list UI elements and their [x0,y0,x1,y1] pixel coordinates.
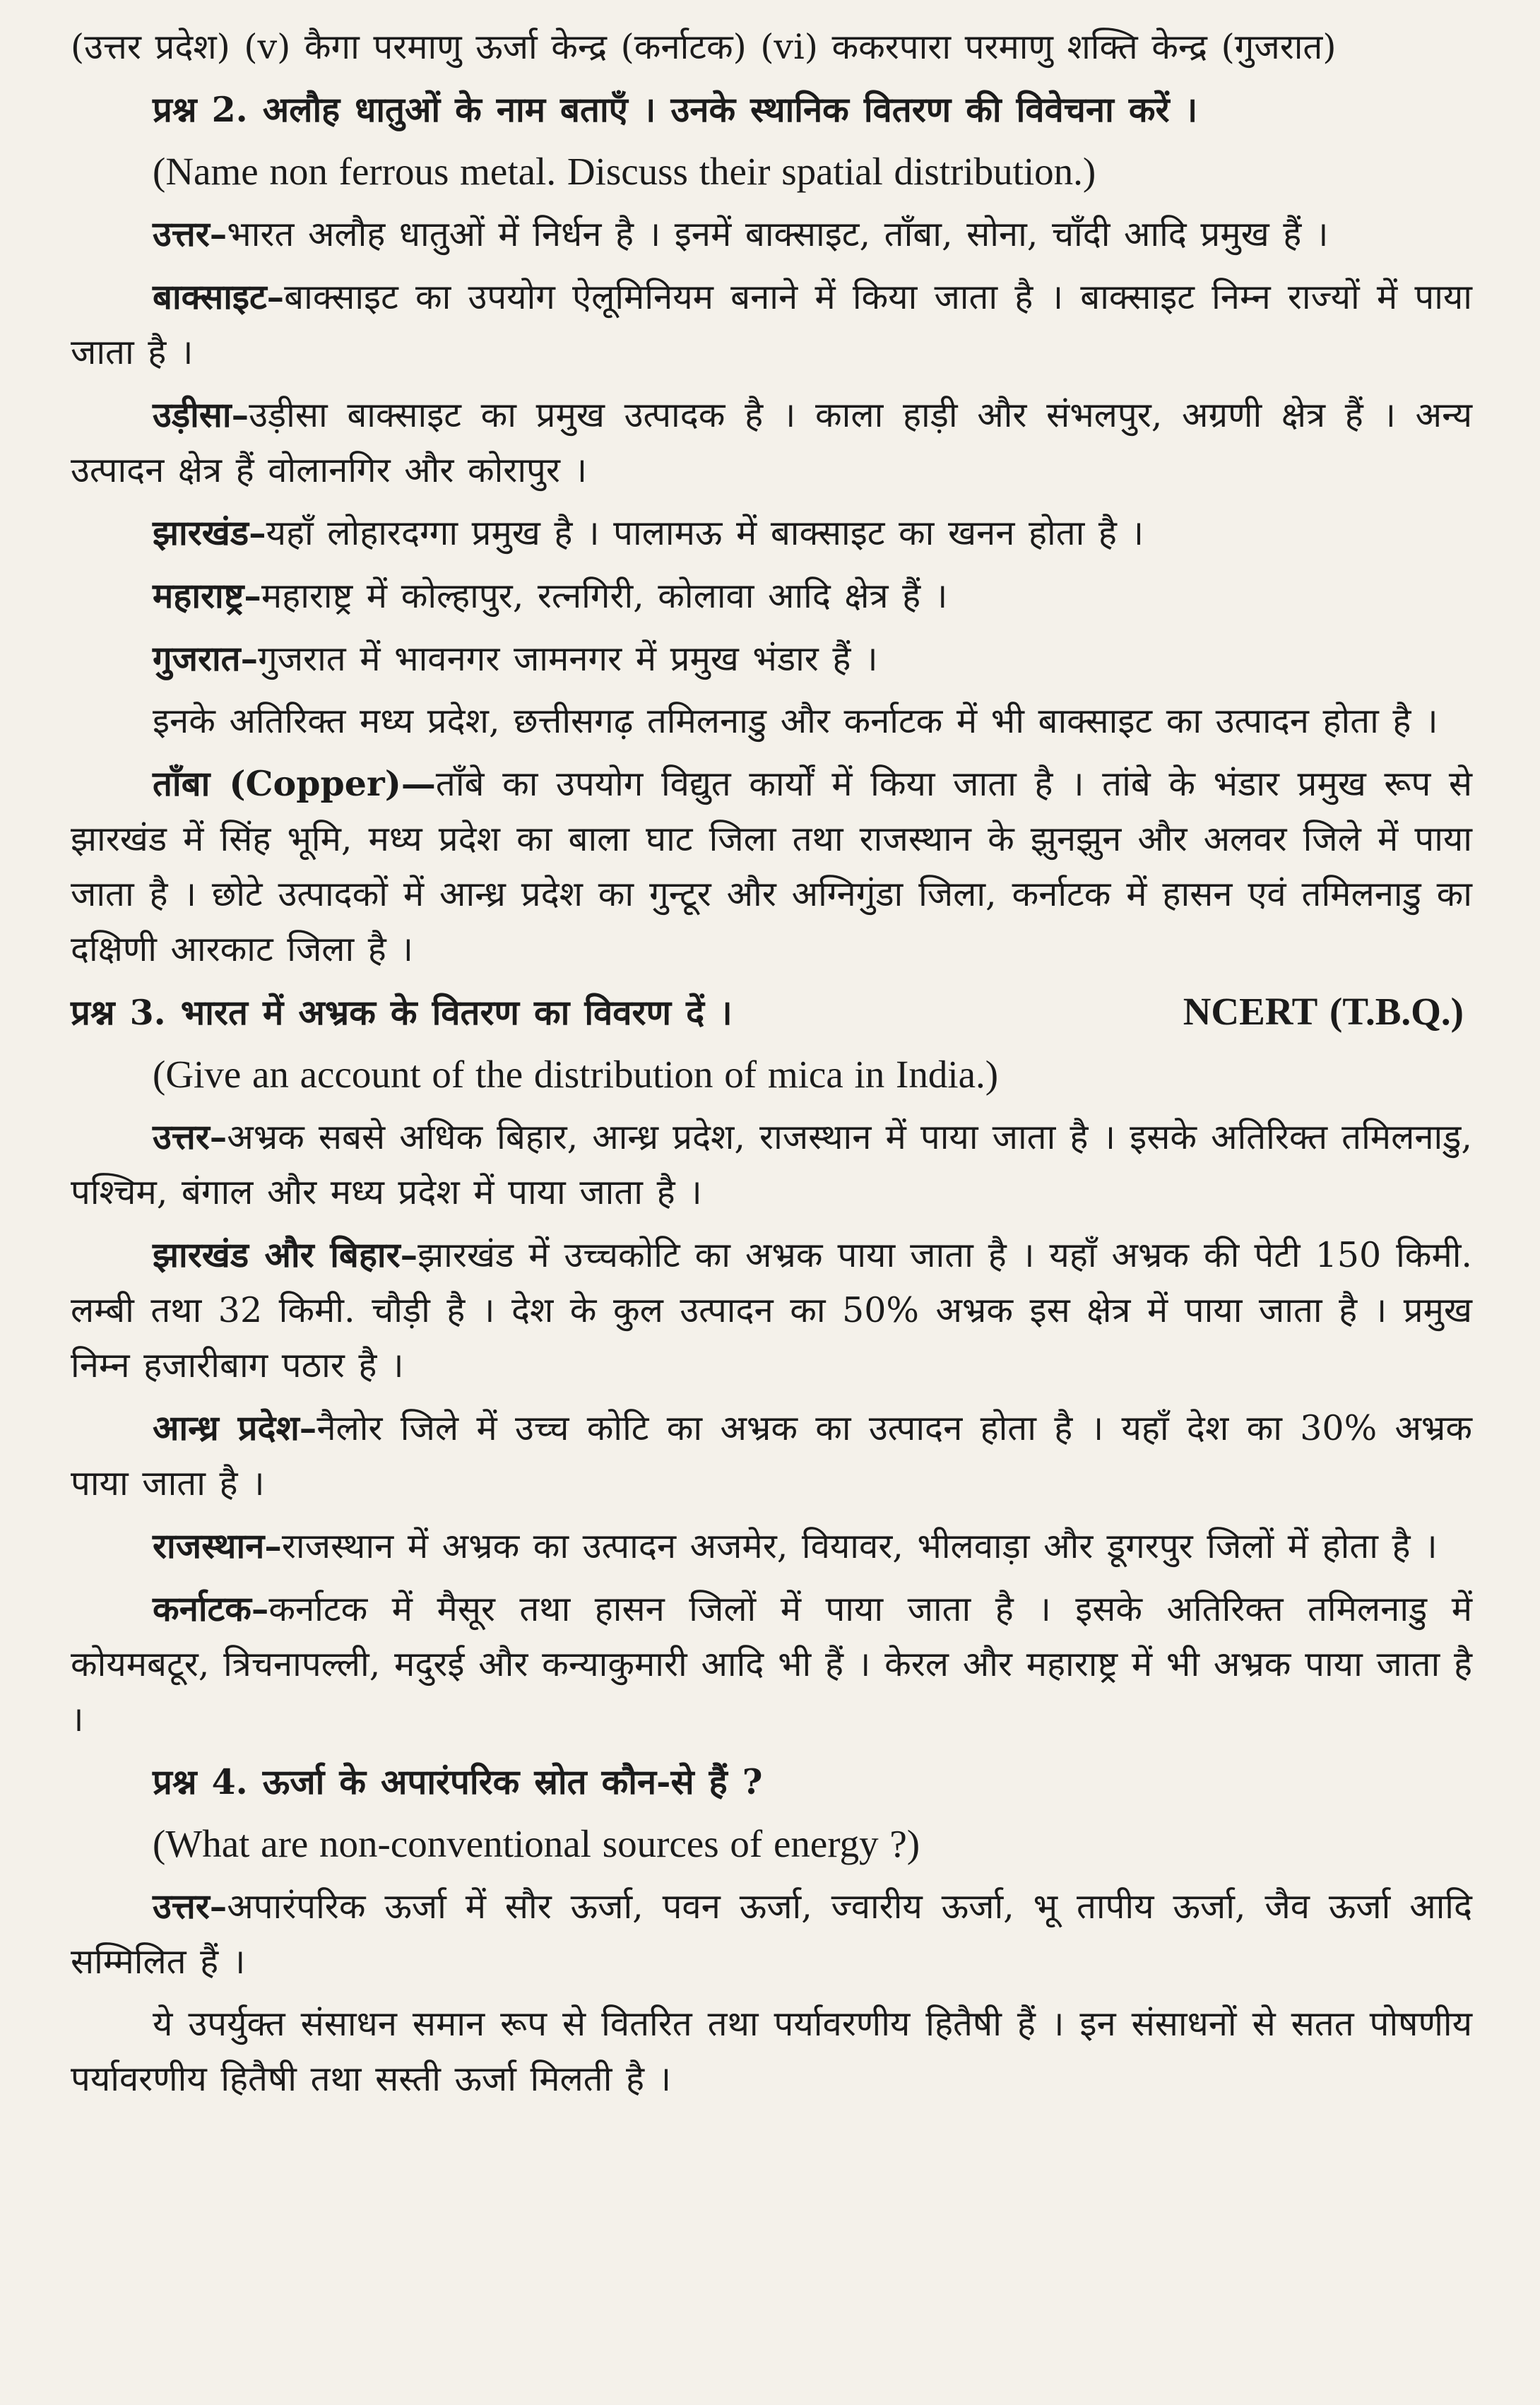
andhra-text: नैलोर जिले में उच्च कोटि का अभ्रक का उत्पादन होता है । यहाँ देश का 30% अभ्रक पाया जाता है । [71,1408,1472,1503]
answer-text: भारत अलौह धातुओं में निर्धन है । इनमें बाक्साइट, ताँबा, सोना, चाँदी आदि प्रमुख हैं । [227,214,1329,254]
andhra-label: आन्ध्र प्रदेश– [153,1407,317,1448]
other-states-paragraph: इनके अतिरिक्त मध्य प्रदेश, छत्तीसगढ़ तमिलनाडु और कर्नाटक में भी बाक्साइट का उत्पादन होता है । [153,701,1438,741]
question-4-english: (What are non-conventional sources of energy ?) [153,1822,920,1865]
bauxite-text: बाक्साइट का उपयोग ऐलूमिनियम बनाने में किया जाता है । बाक्साइट निम्न राज्यों में पाया जाता है । [71,277,1472,372]
rajasthan-paragraph [71,1518,1472,1574]
rajasthan-label: राजस्थान– [153,1525,282,1566]
maharashtra-text: महाराष्ट्र में कोल्हापुर, रत्नगिरी, कोलावा आदि क्षेत्र हैं । [261,576,948,616]
answer-3 [71,1109,1472,1220]
odisha-paragraph [71,387,1472,498]
maharashtra-paragraph [71,568,1472,624]
jharkhand-paragraph [71,505,1472,561]
question-3-source: NCERT (T.B.Q.) [1183,990,1464,1033]
answer-label: उत्तर– [153,1886,227,1927]
answer-text: अभ्रक सबसे अधिक बिहार, आन्ध्र प्रदेश, राजस्थान में पाया जाता है । इसके अतिरिक्त तमिलनाडु, पश्चिम, बंगाल और मध्य प्रदेश में पाया जाता है । [71,1117,1472,1212]
gujarat-label: गुजरात– [153,638,259,679]
question-3-row [71,984,1472,1040]
question-2-english: (Name non ferrous metal. Discuss their spatial distribution.) [153,150,1096,193]
maharashtra-label: महाराष्ट्र– [153,575,261,616]
answer-label: उत्तर– [153,1116,227,1157]
answer-2 [71,206,1472,262]
answer-4 [71,1879,1472,1990]
copper-paragraph [71,756,1472,977]
jharkhand-text: यहाँ लोहारदग्गा प्रमुख है । पालामऊ में बाक्साइट का खनन होता है । [266,513,1144,553]
jharkhand-bihar-label: झारखंड और बिहार– [153,1234,418,1275]
closing-paragraph: ये उपर्युक्त संसाधन समान रूप से वितरित तथा पर्यावरणीय हितैषी हैं । इन संसाधनों से सतत पोषणीय पर्यावरणीय हितैषी तथा सस्ती ऊर्जा मिलती है । [71,2004,1472,2099]
question-2: प्रश्न 2. अलौह धातुओं के नाम बताएँ । उनके स्थानिक वितरण की विवेचना करें । [153,89,1198,130]
odisha-text: उड़ीसा बाक्साइट का प्रमुख उत्पादक है । काला हाड़ी और संभलपुर, अग्रणी क्षेत्र हैं । अन्य उत्पादन क्षेत्र हैं वोलानगिर और कोरापुर । [71,395,1472,490]
karnataka-text: कर्नाटक में मैसूर तथा हासन जिलों में पाया जाता है । इसके अतिरिक्त तमिलनाडु में कोयमबटूर, त्रिचनापल्ली, मदुरई और कन्याकुमारी आदि भी हैं । केरल और महाराष्ट्र में भी अभ्रक पाया जाता है । [71,1589,1472,1739]
andhra-paragraph [71,1400,1472,1511]
karnataka-paragraph [71,1581,1472,1747]
odisha-label: उड़ीसा– [153,394,249,435]
jharkhand-bihar-text: झारखंड में उच्चकोटि का अभ्रक पाया जाता है । यहाँ अभ्रक की पेटी 150 किमी. लम्बी तथा 32 किमी. चौड़ी है । देश के कुल उत्पादन का 50% अभ्रक इस क्षेत्र में पाया जाता है । प्रमुख निम्न हजारीबाग पठार है । [71,1235,1473,1385]
answer-text: अपारंपरिक ऊर्जा में सौर ऊर्जा, पवन ऊर्जा, ज्वारीय ऊर्जा, भू तापीय ऊर्जा, जैव ऊर्जा आदि सम्मिलित हैं । [71,1886,1472,1982]
question-3-english: (Give an account of the distribution of mica in India.) [153,1053,999,1096]
gujarat-paragraph [71,631,1472,687]
gujarat-text: गुजरात में भावनगर जामनगर में प्रमुख भंडार हैं । [258,639,878,679]
karnataka-label: कर्नाटक– [153,1588,269,1629]
question-4: प्रश्न 4. ऊर्जा के अपारंपरिक स्रोत कौन-से हैं ? [153,1761,763,1802]
intro-text: (उत्तर प्रदेश) (v) कैगा परमाणु ऊर्जा केन्द्र (कर्नाटक) (vi) ककरपारा परमाणु शक्ति केन्द्र (गुजरात) [71,27,1337,67]
jharkhand-bihar-paragraph [71,1227,1472,1393]
rajasthan-text: राजस्थान में अभ्रक का उत्पादन अजमेर, वियावर, भीलवाड़ा और डूगरपुर जिलों में होता है । [281,1526,1438,1566]
bauxite-label: बाक्साइट– [153,276,285,317]
bauxite-paragraph [71,269,1472,380]
question-3: प्रश्न 3. भारत में अभ्रक के वितरण का विवरण दें । [71,992,733,1033]
copper-text: ताँबे का उपयोग विद्युत कार्यों में किया जाता है । तांबे के भंडार प्रमुख रूप से झारखंड में सिंह भूमि, मध्य प्रदेश का बाला घाट जिला तथा राजस्थान के झुनझुन और अलवर जिले में पाया जाता है । छोटे उत्पादकों में आन्ध्र प्रदेश का गुन्टूर और अग्निगुंडा जिला, कर्नाटक में हासन एवं तमिलनाडु का दक्षिणी आरकाट जिला है । [71,764,1472,969]
copper-label: ताँबा (Copper)— [153,763,436,804]
answer-label: उत्तर– [153,213,227,254]
jharkhand-label: झारखंड– [153,512,266,553]
